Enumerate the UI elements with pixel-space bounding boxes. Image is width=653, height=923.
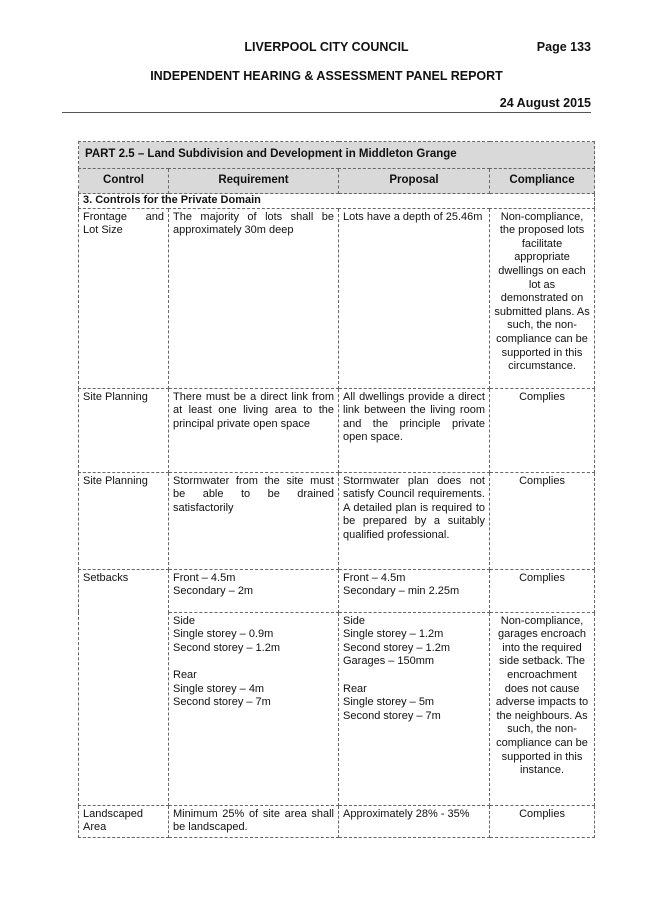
compliance-cell: Non-compliance, the proposed lots facilitate appropriate dwellings on each lot as demonstrated on submitted plans. As such, the non-compliance can be supported in this circumstance. <box>490 208 595 388</box>
control-cell: Site Planning <box>79 472 169 569</box>
requirement-cell: There must be a direct link from at least one living area to the principal private open space <box>169 388 339 472</box>
compliance-cell: Complies <box>490 472 595 569</box>
requirement-cell: The majority of lots shall be approximately 30m deep <box>169 208 339 388</box>
column-header-compliance: Compliance <box>490 169 595 194</box>
section-row <box>79 194 595 209</box>
column-header-requirement: Requirement <box>169 169 339 194</box>
table-header-row <box>79 169 595 194</box>
proposal-cell: Lots have a depth of 25.46m <box>339 208 490 388</box>
page-number: Page 133 <box>536 40 591 54</box>
control-cell: Frontage and Lot Size <box>79 208 169 388</box>
proposal-cell: Front – 4.5m Secondary – min 2.25m <box>339 569 490 612</box>
column-header-proposal: Proposal <box>339 169 490 194</box>
council-name: LIVERPOOL CITY COUNCIL <box>244 40 409 54</box>
proposal-cell: Side Single storey – 1.2m Second storey – 1.2m Garages – 150mm Rear Single storey – 5m Second storey – 7m <box>339 612 490 805</box>
table-row <box>79 805 595 837</box>
table-row <box>79 569 595 612</box>
requirement-cell: Minimum 25% of site area shall be landscaped. <box>169 805 339 837</box>
table-row <box>79 388 595 472</box>
column-header-control: Control <box>79 169 169 194</box>
compliance-cell: Non-compliance, garages encroach into the required side setback. The encroachment does not cause adverse impacts to the neighbours. As such, the non-compliance can be supported in this instance. <box>490 612 595 805</box>
compliance-cell: Complies <box>490 569 595 612</box>
requirement-cell: Stormwater from the site must be able to be drained satisfactorily <box>169 472 339 569</box>
header-divider <box>62 112 591 113</box>
report-date: 24 August 2015 <box>499 96 591 110</box>
proposal-cell: All dwellings provide a direct link between the living room and the principle private open space. <box>339 388 490 472</box>
requirement-cell: Side Single storey – 0.9m Second storey – 1.2m Rear Single storey – 4m Second storey – 7m <box>169 612 339 805</box>
compliance-cell: Complies <box>490 805 595 837</box>
table-row <box>79 208 595 388</box>
table-title: PART 2.5 – Land Subdivision and Development in Middleton Grange <box>79 142 595 169</box>
table-row <box>79 472 595 569</box>
control-cell: Landscaped Area <box>79 805 169 837</box>
report-title: INDEPENDENT HEARING & ASSESSMENT PANEL REPORT <box>150 69 503 83</box>
control-cell: Setbacks <box>79 569 169 805</box>
section-heading: 3. Controls for the Private Domain <box>79 194 595 209</box>
controls-table <box>78 141 595 838</box>
table-title-row <box>79 142 595 169</box>
proposal-cell: Stormwater plan does not satisfy Council requirements. A detailed plan is required to be prepared by a suitably qualified professional. <box>339 472 490 569</box>
compliance-cell: Complies <box>490 388 595 472</box>
control-cell: Site Planning <box>79 388 169 472</box>
requirement-cell: Front – 4.5m Secondary – 2m <box>169 569 339 612</box>
proposal-cell: Approximately 28% - 35% <box>339 805 490 837</box>
